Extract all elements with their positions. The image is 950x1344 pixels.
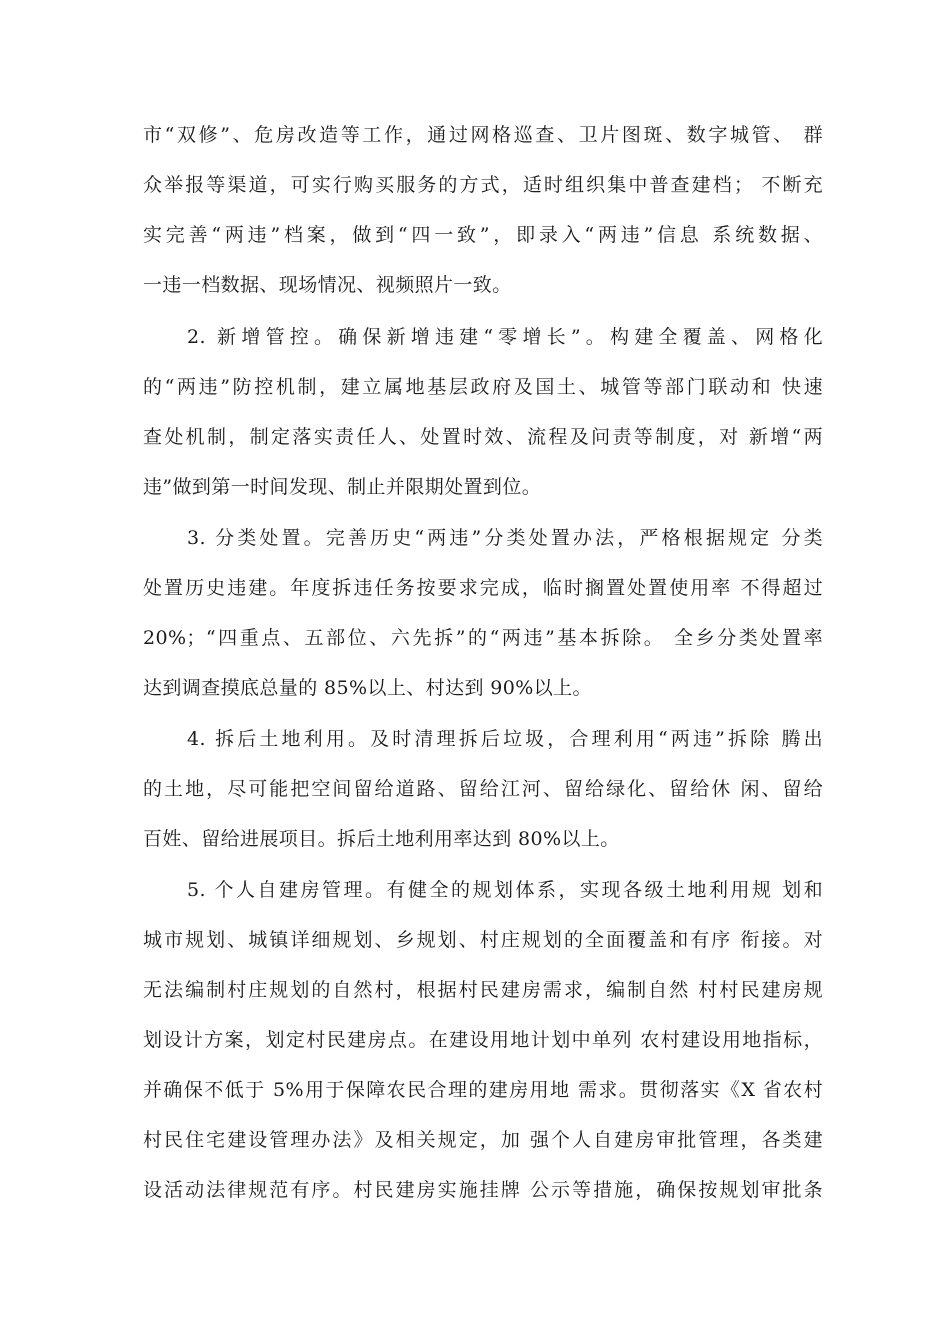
text-line: 无法编制村庄规划的自然村，根据村民建房需求，编制自然 村村民建房规 [143, 979, 823, 1001]
text-line: 的土地，尽可能把空间留给道路、留给江河、留给绿化、留给休 闲、留给 [143, 778, 823, 800]
text-line: 百姓、留给进展项目。拆后土地利用率达到 80%以上。 [143, 828, 620, 850]
text-line: 一违一档数据、现场情况、视频照片一致。 [143, 274, 512, 296]
text-line: 处置历史违建。年度拆违任务按要求完成，临时搁置处置使用率 不得超过 [143, 577, 823, 599]
text-line: 众举报等渠道，可实行购买服务的方式，适时组织集中普查建档； 不断充 [143, 174, 823, 196]
text-line: 20%；“四重点、五部位、六先拆”的“两违”基本拆除。 全乡分类处置率 [143, 627, 823, 649]
text-line: 划设计方案，划定村民建房点。在建设用地计划中单列 农村建设用地指标， [143, 1029, 823, 1051]
text-line: 并确保不低于 5%用于保障农民合理的建房用地 需求。贯彻落实《X 省农村 [143, 1079, 823, 1101]
text-line: 市“双修”、危房改造等工作，通过网格巡查、卫片图斑、数字城管、 群 [143, 124, 823, 146]
text-line: 城市规划、城镇详细规划、乡规划、村庄规划的全面覆盖和有序 衔接。对 [143, 929, 823, 951]
text-line: 村民住宅建设管理办法》及相关规定，加 强个人自建房审批管理，各类建 [143, 1129, 823, 1151]
paragraph-first-line: 2. 新增管控。确保新增违建“零增长”。构建全覆盖、网格化 [187, 326, 823, 348]
text-line: 达到调查摸底总量的 85%以上、村达到 90%以上。 [143, 677, 592, 699]
paragraph-first-line: 3. 分类处置。完善历史“两违”分类处置办法，严格根据规定 分类 [187, 527, 823, 549]
text-line: 实完善“两违”档案，做到“四一致”，即录入“两违”信息 系统数据、 [143, 224, 823, 246]
text-line: 查处机制，制定落实责任人、处置时效、流程及问责等制度，对 新增“两 [143, 426, 823, 448]
paragraph-first-line: 5. 个人自建房管理。有健全的规划体系，实现各级土地利用规 划和 [187, 879, 823, 901]
text-line: 违”做到第一时间发现、制止并限期处置到位。 [143, 476, 542, 498]
text-line: 设活动法律规范有序。村民建房实施挂牌 公示等措施，确保按规划审批条 [143, 1179, 823, 1201]
paragraph-first-line: 4. 拆后土地利用。及时清理拆后垃圾，合理利用“两违”拆除 腾出 [187, 728, 823, 750]
text-line: 的“两违”防控机制，建立属地基层政府及国土、城管等部门联动和 快速 [143, 376, 823, 398]
